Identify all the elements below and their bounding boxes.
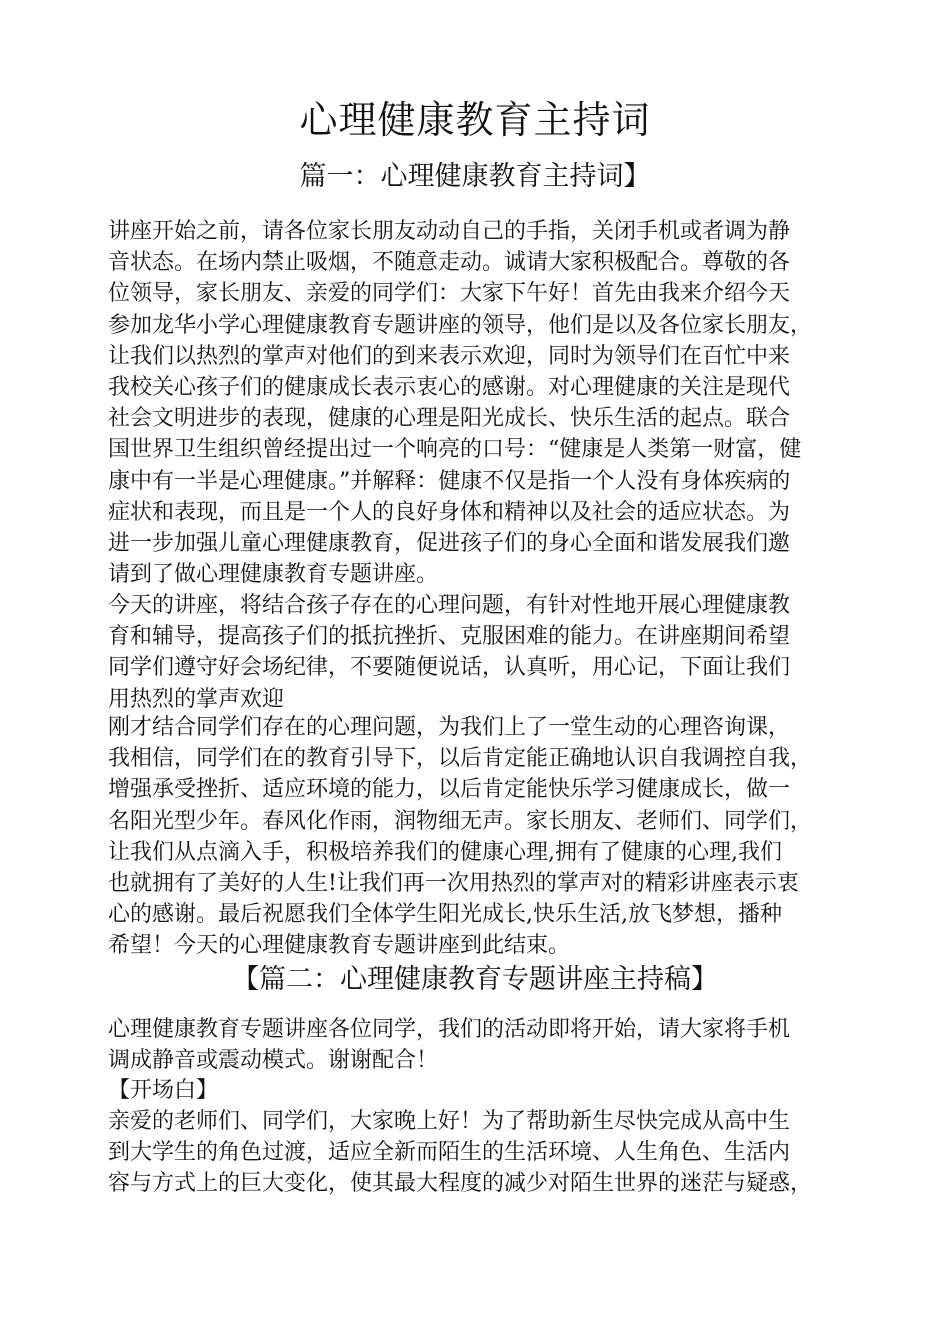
paragraph: 刚才结合同学们存在的心理问题，为我们上了一堂生动的心理咨询课， 我相信，同学们在的教育引导下，以后肯定能正确地认识自我调控自我， 增强承受挫折、适应环境的能力，以后肯定能快乐学习健康成长，做一 名阳光型少年。春风化作雨，润物细无声。家长朋友、老师们、同学们， 让我们从点滴入手，积极培养我们的健康心理,拥有了健康的心理,我们 也就拥有了美好的人生!让我们再一次用热烈的掌声对的精彩讲座表示衷 心的感谢。最后祝愿我们全体学生阳光成长,快乐生活,放飞梦想，播种 希望！今天的心理健康教育专题讲座到此结束。 xyxy=(108,715,813,959)
subheading-opening: 【开场白】 xyxy=(108,1078,219,1103)
paragraph: 亲爱的老师们、同学们，大家晚上好！为了帮助新生尽快完成从高中生 到大学生的角色过渡，适应全新而陌生的生活环境、人生角色、生活内 容与方式上的巨大变化，使其最大程度的减少对陌生世界的迷茫与疑惑， xyxy=(108,1109,813,1197)
paragraph: 心理健康教育专题讲座各位同学，我们的活动即将开始，请大家将手机 调成静音或震动模式。谢谢配合！ xyxy=(108,1017,791,1074)
section-heading-2: 【篇二：心理健康教育专题讲座主持稿】 xyxy=(232,964,718,995)
paragraph: 讲座开始之前，请各位家长朋友动动自己的手指，关闭手机或者调为静 音状态。在场内禁止吸烟，不随意走动。诚请大家积极配合。尊敬的各 位领导，家长朋友、亲爱的同学们：大家下午好！首先由我来介绍今天 参加龙华小学心理健康教育专题讲座的领导，他们是以及各位家长朋友， 让我们以热烈的掌声对他们的到来表示欢迎，同时为领导们在百忙中来 我校关心孩子们的健康成长表示衷心的感谢。对心理健康的关注是现代 社会文明进步的表现，健康的心理是阳光成长、快乐生活的起点。联合 国世界卫生组织曾经提出过一个响亮的口号：“健康是人类第一财富，健 康中有一半是心理健康。”并解释：健康不仅是指一个人没有身体疾病的 症状和表现，而且是一个人的良好身体和精神以及社会的适应状态。为 进一步加强儿童心理健康教育，促进孩子们的身心全面和谐发展我们邀 请到了做心理健康教育专题讲座。 xyxy=(108,219,813,588)
document-title: 心理健康教育主持词 xyxy=(299,98,651,142)
section-heading-1: 篇一：心理健康教育主持词】 xyxy=(299,161,651,192)
paragraph: 今天的讲座，将结合孩子存在的心理问题，有针对性地开展心理健康教 育和辅导，提高孩子们的抵抗挫折、克服困难的能力。在讲座期间希望 同学们遵守好会场纪律，不要随便说话，认真听，用心记，下面让我们 用热烈的掌声欢迎 xyxy=(108,593,791,712)
